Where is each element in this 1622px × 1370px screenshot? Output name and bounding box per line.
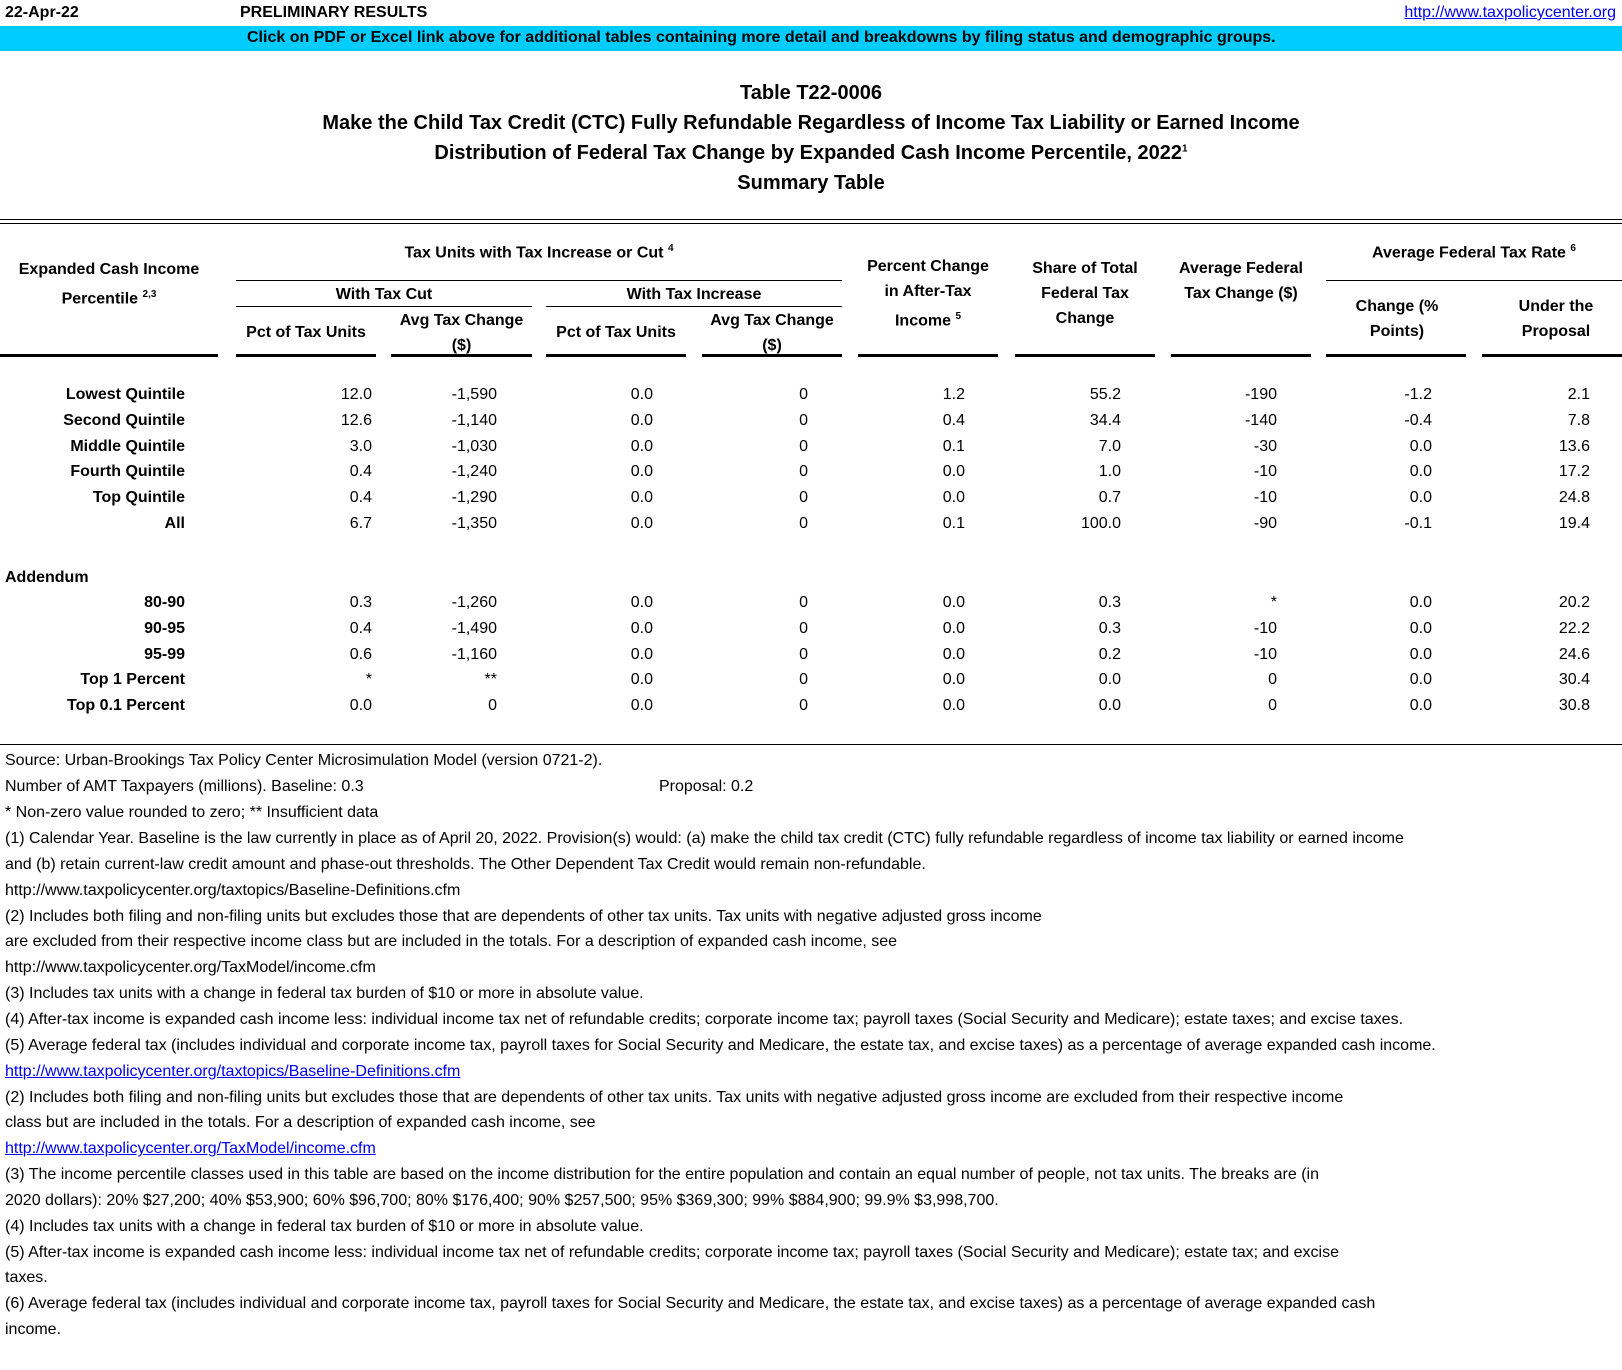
cell-share: 0.0: [1098, 671, 1121, 689]
footnote-link[interactable]: http://www.taxpolicycenter.org/TaxModel/income.cfm: [5, 1140, 376, 1158]
cell-pct-after: 0.4: [942, 411, 965, 429]
cell-share: 34.4: [1089, 411, 1121, 429]
cell-avg-fed: -30: [1253, 437, 1277, 455]
col-header-cut-avg: Avg Tax Change ($): [399, 312, 524, 354]
cell-avg-fed: -10: [1253, 619, 1277, 637]
cell-cut-pct: 0.6: [349, 645, 372, 663]
col-header-percentile: [0, 257, 218, 311]
cell-cut-avg: -1,490: [451, 619, 497, 637]
col-group-avg-rate: [1326, 236, 1622, 265]
row-label: Fourth Quintile: [70, 463, 185, 481]
cell-rate-under: 24.6: [1558, 645, 1590, 663]
cell-cut-avg: -1,240: [451, 463, 497, 481]
cell-cut-pct: 12.0: [340, 386, 372, 403]
cell-avg-fed: -10: [1253, 489, 1277, 507]
cell-inc-pct: 0.0: [630, 515, 653, 532]
header-underline: [1015, 354, 1155, 357]
cell-cut-pct: 12.6: [340, 411, 372, 429]
footnote-line: 2020 dollars): 20% $27,200; 40% $53,900; 60% $96,700; 80% $176,400; 90% $257,500; 95% $369,300; 99% $884,900; 99.9% $3,998,700.: [5, 1191, 999, 1209]
cell-share: 7.0: [1098, 437, 1121, 455]
footnote-ref: 2,3: [142, 289, 157, 300]
row-label: Top 0.1 Percent: [67, 697, 185, 715]
source-note: Source: Urban-Brookings Tax Policy Center Microsimulation Model (version 0721-2).: [5, 752, 603, 769]
footnote-line: http://www.taxpolicycenter.org/taxtopics/Baseline-Definitions.cfm: [5, 881, 461, 899]
cell-inc-avg: 0: [799, 515, 808, 532]
row-label: 95-99: [144, 645, 185, 663]
col-group-with-cut: With Tax Cut: [335, 286, 433, 303]
cell-cut-pct: 0.0: [349, 697, 372, 715]
cell-avg-fed: -10: [1253, 463, 1277, 481]
cell-rate-chg: -0.4: [1404, 411, 1432, 429]
cell-avg-fed: -190: [1244, 386, 1277, 403]
cell-avg-fed: *: [1270, 594, 1277, 611]
cell-rate-under: 17.2: [1558, 463, 1590, 481]
cell-rate-under: 30.8: [1558, 697, 1590, 715]
report-date: 22-Apr-22: [5, 4, 79, 21]
cell-share: 55.2: [1089, 386, 1121, 403]
header-underline: [1326, 354, 1466, 357]
cell-inc-pct: 0.0: [630, 386, 653, 403]
cell-rate-under: 20.2: [1558, 594, 1590, 611]
footnote-ref: 6: [1570, 243, 1576, 254]
cell-pct-after: 0.0: [942, 645, 965, 663]
cell-cut-pct: 3.0: [349, 437, 372, 455]
footnote-line: http://www.taxpolicycenter.org/TaxModel/income.cfm: [5, 959, 376, 977]
cell-avg-fed: 0: [1268, 697, 1277, 715]
table-id: Table T22-0006: [740, 82, 882, 104]
col-group-tax-units: [236, 236, 842, 265]
subtitle-text: Distribution of Federal Tax Change by Expanded Cash Income Percentile, 2022: [434, 142, 1183, 164]
header-underline: [0, 354, 218, 357]
row-label: Second Quintile: [63, 411, 185, 429]
header-text: Expanded Cash Income Percentile: [18, 261, 200, 308]
amt-proposal-note: Proposal: 0.2: [659, 778, 754, 795]
footnote-line: (3) Includes tax units with a change in federal tax burden of $10 or more in absolute value.: [5, 985, 644, 1003]
cell-rate-chg: 0.0: [1409, 463, 1432, 481]
cell-cut-pct: 0.4: [349, 489, 372, 507]
header-underline: [1171, 354, 1311, 357]
footnote-ref: 5: [955, 311, 962, 322]
cell-inc-avg: 0: [799, 386, 808, 403]
footnote-line: (5) After-tax income is expanded cash income less: individual income tax net of refundable credits; corporate income tax; payroll taxes (Social Security and Medicare); estate tax; and excise: [5, 1243, 1339, 1261]
cell-rate-under: 19.4: [1558, 515, 1590, 532]
footnote-line: (2) Includes both filing and non-filing units but excludes those that are dependents of other tax units. Tax units with negative adjusted gross income are excluded from their respective income: [5, 1088, 1344, 1106]
cell-share: 0.3: [1098, 619, 1121, 637]
header-underline: [858, 354, 998, 357]
header-underline: [1482, 354, 1622, 357]
cell-rate-under: 7.8: [1567, 411, 1590, 429]
cell-cut-avg: -1,160: [451, 645, 497, 663]
footnote-line: (5) Average federal tax (includes individual and corporate income tax, payroll taxes for Social Security and Medicare, the estate tax, and excise taxes) as a percentage of average expanded cash income.: [5, 1036, 1436, 1054]
cell-pct-after: 0.0: [942, 671, 965, 689]
cell-cut-avg: 0: [488, 697, 497, 715]
footnote-line: (6) Average federal tax (includes individual and corporate income tax, payroll taxes for Social Security and Medicare, the estate tax, and excise taxes) as a percentage of average expanded cash: [5, 1295, 1376, 1313]
group-rule: [1326, 280, 1622, 281]
cell-cut-pct: *: [365, 671, 372, 689]
cell-share: 0.0: [1098, 697, 1121, 715]
cell-inc-avg: 0: [799, 411, 808, 429]
cell-rate-under: 22.2: [1558, 619, 1590, 637]
cell-inc-pct: 0.0: [630, 645, 653, 663]
cell-cut-avg: -1,350: [451, 515, 497, 532]
cell-rate-chg: 0.0: [1409, 437, 1432, 455]
cell-inc-pct: 0.0: [630, 411, 653, 429]
footnote-line: are excluded from their respective income class but are included in the totals. For a description of expanded cash income, see: [5, 933, 898, 951]
group-rule: [236, 280, 842, 281]
cell-pct-after: 0.0: [942, 489, 965, 507]
col-header-cut-pct: Pct of Tax Units: [246, 324, 366, 341]
cell-inc-avg: 0: [799, 489, 808, 507]
amt-baseline-note: Number of AMT Taxpayers (millions). Baseline: 0.3: [5, 778, 364, 795]
cell-cut-pct: 6.7: [349, 515, 372, 532]
cell-rate-chg: -1.2: [1404, 386, 1432, 403]
cell-share: 1.0: [1098, 463, 1121, 481]
footnote-line: and (b) retain current-law credit amount and phase-out thresholds. The Other Dependent Tax Credit would remain non-refundable.: [5, 855, 926, 873]
cell-rate-chg: 0.0: [1409, 619, 1432, 637]
subgroup-rule: [236, 306, 532, 307]
footnote-link[interactable]: http://www.taxpolicycenter.org/taxtopics/Baseline-Definitions.cfm: [5, 1062, 461, 1080]
cell-inc-avg: 0: [799, 463, 808, 481]
footnote-line: (4) Includes tax units with a change in federal tax burden of $10 or more in absolute value.: [5, 1217, 644, 1235]
cell-inc-pct: 0.0: [630, 437, 653, 455]
header-text: Percent Change in After-Tax Income: [867, 258, 989, 330]
row-label: 90-95: [144, 619, 185, 637]
cell-inc-avg: 0: [799, 671, 808, 689]
cell-inc-avg: 0: [799, 645, 808, 663]
table-title: Make the Child Tax Credit (CTC) Fully Refundable Regardless of Income Tax Liability or Earned Income: [322, 112, 1300, 134]
cell-pct-after: 0.1: [942, 515, 965, 532]
col-header-rate-under: Under the Proposal: [1518, 298, 1594, 340]
info-banner: [0, 26, 1622, 51]
cell-cut-pct: 0.4: [349, 463, 372, 481]
preliminary-status: PRELIMINARY RESULTS: [240, 4, 428, 21]
row-label: All: [164, 515, 185, 532]
cell-avg-fed: -90: [1253, 515, 1277, 532]
row-label: Top Quintile: [92, 489, 185, 507]
cell-cut-avg: -1,140: [451, 411, 497, 429]
cell-inc-pct: 0.0: [630, 594, 653, 611]
cell-inc-avg: 0: [799, 619, 808, 637]
cell-rate-chg: 0.0: [1409, 489, 1432, 507]
table-summary-label: Summary Table: [737, 172, 885, 194]
footnote-line: class but are included in the totals. For a description of expanded cash income, see: [5, 1114, 596, 1132]
col-header-avg-fed-change: Average Federal Tax Change ($): [1179, 260, 1303, 302]
cell-share: 0.2: [1098, 645, 1121, 663]
cell-rate-under: 24.8: [1558, 489, 1590, 507]
cell-cut-avg: -1,030: [451, 437, 497, 455]
banner-text: Click on PDF or Excel link above for additional tables containing more detail and breakdowns by filing status and demographic groups.: [247, 29, 1276, 46]
cell-rate-chg: 0.0: [1409, 697, 1432, 715]
cell-cut-avg: -1,260: [451, 594, 497, 611]
cell-inc-pct: 0.0: [630, 697, 653, 715]
footnote-ref: 1: [1182, 143, 1188, 155]
cell-inc-pct: 0.0: [630, 671, 653, 689]
cell-pct-after: 0.0: [942, 463, 965, 481]
cell-avg-fed: -140: [1244, 411, 1277, 429]
col-header-share-total: Share of Total Federal Tax Change: [1032, 260, 1138, 327]
cell-cut-avg: -1,590: [451, 386, 497, 403]
cell-rate-under: 13.6: [1558, 437, 1590, 455]
cell-rate-chg: 0.0: [1409, 594, 1432, 611]
header-text: Average Federal Tax Rate: [1372, 244, 1566, 262]
footnote-line: taxes.: [5, 1269, 48, 1287]
header-underline: [236, 354, 376, 357]
cell-avg-fed: -10: [1253, 645, 1277, 663]
row-label: Middle Quintile: [70, 437, 185, 455]
footnote-ref: 4: [667, 243, 674, 254]
cell-pct-after: 0.1: [942, 437, 965, 455]
row-label: 80-90: [144, 594, 185, 611]
cell-inc-pct: 0.0: [630, 463, 653, 481]
header-text: Tax Units with Tax Increase or Cut: [404, 244, 664, 262]
footnote-line: (2) Includes both filing and non-filing units but excludes those that are dependents of other tax units. Tax units with negative adjusted gross income: [5, 907, 1042, 925]
table-bottom-border: [0, 744, 1622, 745]
col-header-inc-pct: Pct of Tax Units: [556, 324, 676, 341]
table-subtitle: [0, 142, 1622, 165]
cell-rate-under: 2.1: [1567, 386, 1590, 403]
subgroup-rule: [546, 306, 842, 307]
col-group-with-increase: With Tax Increase: [626, 286, 762, 303]
cell-inc-avg: 0: [799, 437, 808, 455]
cell-inc-avg: 0: [799, 697, 808, 715]
cell-pct-after: 1.2: [942, 386, 965, 403]
footnote-line: (3) The income percentile classes used in this table are based on the income distribution for the entire population and contain an equal number of people, not tax units. The breaks are (in: [5, 1166, 1319, 1184]
header-underline: [702, 354, 842, 357]
footnote-line: (4) After-tax income is expanded cash income less: individual income tax net of refundable credits; corporate income tax; payroll taxes (Social Security and Medicare); estate taxes; and excise taxes.: [5, 1010, 1404, 1028]
header-underline: [391, 354, 532, 357]
cell-pct-after: 0.0: [942, 697, 965, 715]
cell-cut-avg: **: [484, 671, 497, 689]
cell-pct-after: 0.0: [942, 619, 965, 637]
cell-cut-avg: -1,290: [451, 489, 497, 507]
cell-share: 0.3: [1098, 594, 1121, 611]
cell-share: 100.0: [1080, 515, 1121, 532]
cell-share: 0.7: [1098, 489, 1121, 507]
cell-avg-fed: 0: [1268, 671, 1277, 689]
col-header-inc-avg: Avg Tax Change ($): [710, 312, 834, 354]
symbol-legend-note: * Non-zero value rounded to zero; ** Insufficient data: [5, 804, 379, 821]
row-label: Lowest Quintile: [65, 386, 185, 403]
col-header-pct-after-tax: [858, 254, 998, 333]
footnote-line: income.: [5, 1321, 62, 1339]
cell-rate-chg: 0.0: [1409, 671, 1432, 689]
cell-rate-chg: -0.1: [1404, 515, 1432, 532]
footnote-line: (1) Calendar Year. Baseline is the law currently in place as of April 20, 2022. Provision(s) would: (a) make the child tax credit (CTC) fully refundable regardless of income tax liability or earned income: [5, 830, 1404, 847]
row-label: Top 1 Percent: [80, 671, 185, 689]
cell-cut-pct: 0.4: [349, 619, 372, 637]
cell-inc-pct: 0.0: [630, 619, 653, 637]
cell-inc-avg: 0: [799, 594, 808, 611]
col-header-rate-change: Change (% Points): [1355, 298, 1439, 340]
cell-rate-under: 30.4: [1558, 671, 1590, 689]
site-link[interactable]: http://www.taxpolicycenter.org: [1404, 4, 1616, 21]
cell-cut-pct: 0.3: [349, 594, 372, 611]
header-underline: [546, 354, 686, 357]
addendum-label: Addendum: [5, 569, 89, 586]
cell-inc-pct: 0.0: [630, 489, 653, 507]
table-top-border: [0, 219, 1622, 224]
cell-pct-after: 0.0: [942, 594, 965, 611]
cell-rate-chg: 0.0: [1409, 645, 1432, 663]
